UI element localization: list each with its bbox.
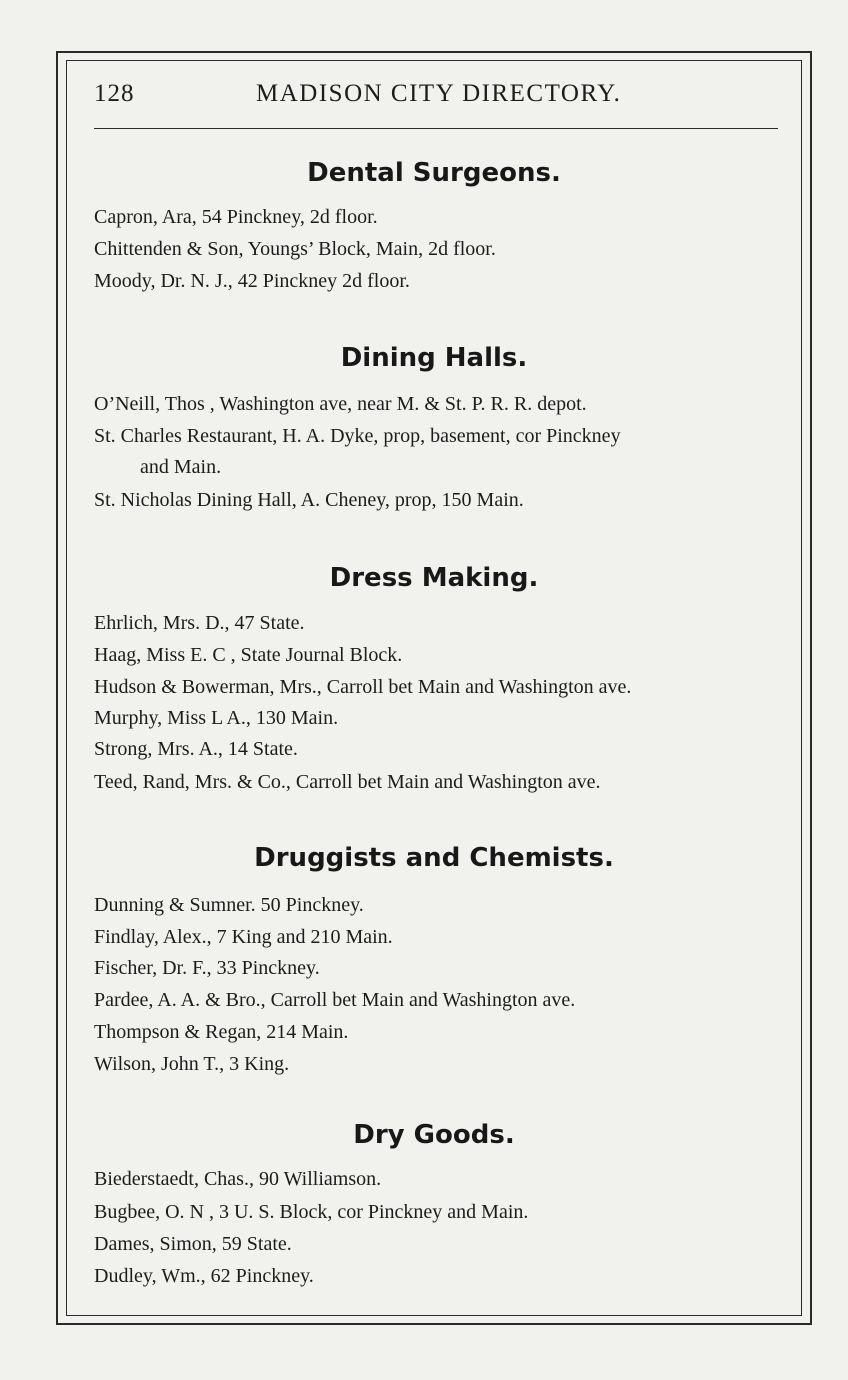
list-item: Wilson, John T., 3 King.	[94, 1053, 290, 1075]
list-item: Chittenden & Son, Youngs’ Block, Main, 2d floor.	[94, 238, 496, 260]
running-title: MADISON CITY DIRECTORY.	[256, 80, 622, 107]
page-header	[94, 80, 778, 114]
list-item: Teed, Rand, Mrs. & Co., Carroll bet Main and Washington ave.	[94, 771, 601, 793]
list-item: Haag, Miss E. C , State Journal Block.	[94, 644, 403, 666]
section-heading-dental-surgeons: Dental Surgeons.	[307, 158, 561, 188]
list-item: Ehrlich, Mrs. D., 47 State.	[94, 612, 305, 634]
list-item: Thompson & Regan, 214 Main.	[94, 1021, 349, 1043]
list-item: Fischer, Dr. F., 33 Pinckney.	[94, 957, 320, 979]
list-item: Capron, Ara, 54 Pinckney, 2d floor.	[94, 206, 378, 228]
header-rule	[94, 128, 778, 129]
section-heading-dress-making: Dress Making.	[329, 563, 539, 593]
page-number: 128	[94, 80, 135, 107]
list-item: O’Neill, Thos , Washington ave, near M. & St. P. R. R. depot.	[94, 393, 587, 415]
list-item: Findlay, Alex., 7 King and 210 Main.	[94, 926, 393, 948]
list-item: Bugbee, O. N , 3 U. S. Block, cor Pinckney and Main.	[94, 1201, 529, 1223]
list-item: Biederstaedt, Chas., 90 Williamson.	[94, 1168, 382, 1190]
list-item: Dudley, Wm., 62 Pinckney.	[94, 1265, 314, 1287]
list-item: Pardee, A. A. & Bro., Carroll bet Main and Washington ave.	[94, 989, 576, 1011]
list-item: Hudson & Bowerman, Mrs., Carroll bet Main and Washington ave.	[94, 676, 632, 698]
list-item: Dunning & Sumner. 50 Pinckney.	[94, 894, 364, 916]
list-item: Murphy, Miss L A., 130 Main.	[94, 707, 339, 729]
list-item: St. Charles Restaurant, H. A. Dyke, prop, basement, cor Pinckney	[94, 425, 621, 447]
section-heading-dining-halls: Dining Halls.	[340, 343, 528, 373]
list-item: Moody, Dr. N. J., 42 Pinckney 2d floor.	[94, 270, 410, 292]
section-heading-dry-goods: Dry Goods.	[353, 1120, 515, 1150]
section-heading-druggists-and-chemists: Druggists and Chemists.	[254, 843, 614, 873]
list-item: Strong, Mrs. A., 14 State.	[94, 738, 298, 760]
list-item-continuation: and Main.	[140, 456, 222, 478]
list-item: St. Nicholas Dining Hall, A. Cheney, prop, 150 Main.	[94, 489, 524, 511]
list-item: Dames, Simon, 59 State.	[94, 1233, 292, 1255]
